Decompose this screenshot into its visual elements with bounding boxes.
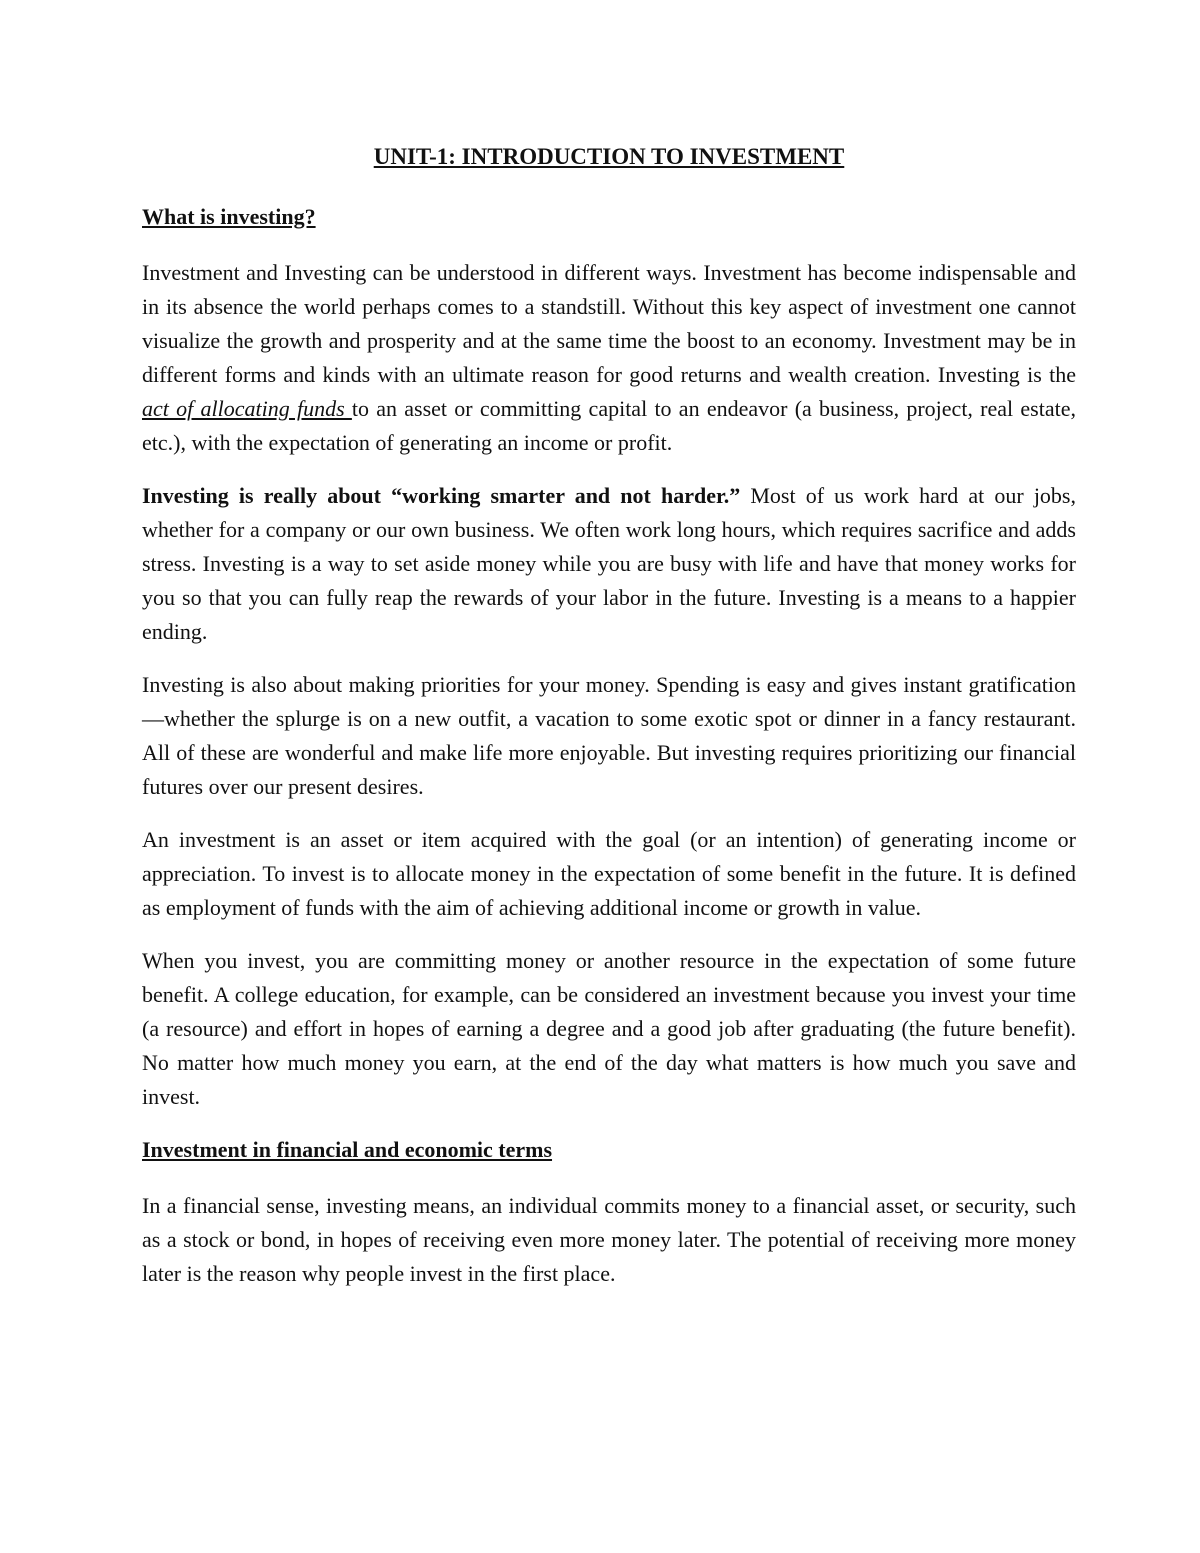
paragraph-4: An investment is an asset or item acquired with the goal (or an intention) of generating income or appreciation. To invest is to allocate money in the expectation of some benefit in the future. It is defined as employment of funds with the aim of achieving additional income or growth in value. (142, 827, 1076, 920)
emphasis-act-of-allocating-funds: act of allocating funds (142, 396, 352, 421)
paragraph-3: Investing is also about making priorities for your money. Spending is easy and gives instant gratification—whether the splurge is on a new outfit, a vacation to some exotic spot or dinner in a fancy restaurant. All of these are wonderful and make life more enjoyable. But investing requires prioritizing our financial futures over our present desires. (142, 672, 1076, 799)
document-page (142, 140, 1076, 1310)
paragraph-1 (142, 256, 1076, 460)
paragraph-2 (142, 479, 1076, 649)
paragraph-1-text-end: to an asset or committing capital to an endeavor (a business, project, real estate, etc.), with the expectation of generating an income or profit. (142, 396, 1076, 455)
paragraph-6: In a financial sense, investing means, an individual commits money to a financial asset, or security, such as a stock or bond, in hopes of receiving even more money later. The potential of receiving more money later is the reason why people invest in the first place. (142, 1193, 1076, 1286)
paragraph-2-text: Most of us work hard at our jobs, whether for a company or our own business. We often work long hours, which requires sacrifice and adds stress. Investing is a way to set aside money while you are busy with life and have that money works for you so that you can fully reap the rewards of your labor in the future. Investing is a means to a happier ending. (142, 483, 1076, 644)
paragraph-1-text-start: Investment and Investing can be understood in different ways. Investment has become indispensable and in its absence the world perhaps comes to a standstill. Without this key aspect of investment one cannot visualize the growth and prosperity and at the same time the boost to an economy. Investment may be in different forms and kinds with an ultimate reason for good returns and wealth creation. Investing is the (142, 260, 1076, 387)
paragraph-5: When you invest, you are committing money or another resource in the expectation of some future benefit. A college education, for example, can be considered an investment because you invest your time (a resource) and effort in hopes of earning a degree and a good job after graduating (the future benefit). No matter how much money you earn, at the end of the day what matters is how much you save and invest. (142, 948, 1076, 1109)
document-title: UNIT-1: INTRODUCTION TO INVESTMENT (373, 144, 845, 169)
section-heading-what-is-investing: What is investing? (142, 204, 316, 229)
paragraph-2-bold-lead: Investing is really about “working smarter and not harder.” (142, 483, 741, 508)
section-heading-financial-economic-terms: Investment in financial and economic terms (142, 1137, 553, 1162)
